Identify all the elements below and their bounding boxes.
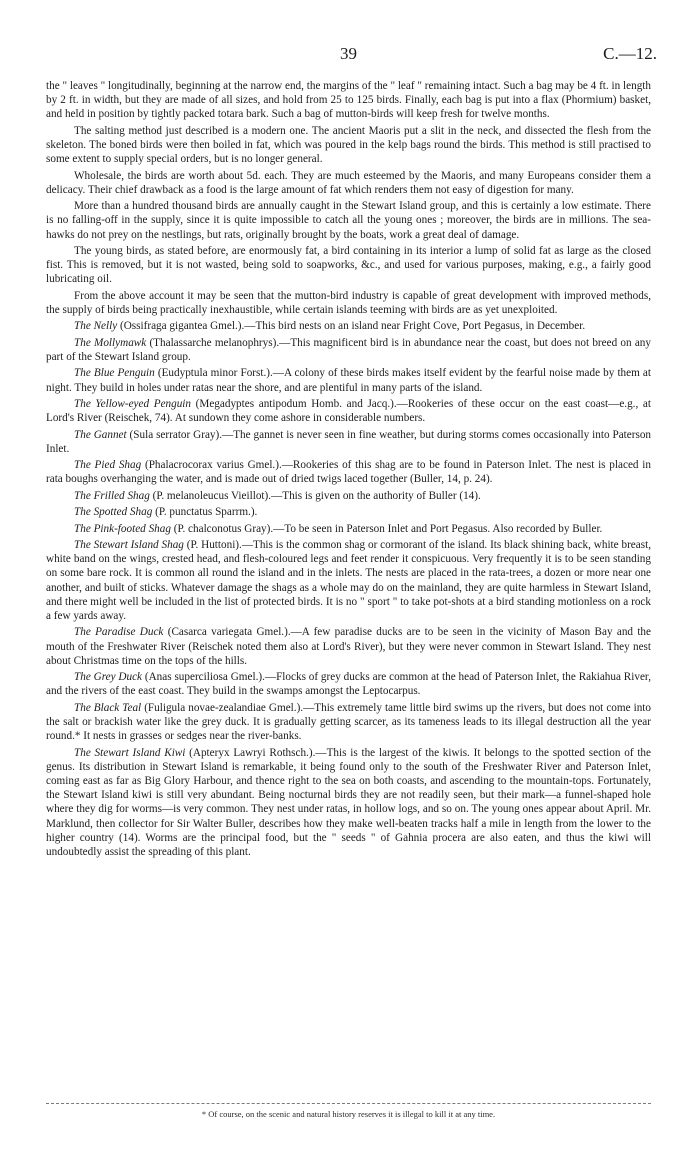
species-entry: The Mollymawk (Thalassarche melanophrys).—This magnificent bird is in abundance near the coast, but does not breed on any part of the Stewart Island group. (46, 336, 651, 363)
page-number: 39 (340, 44, 357, 63)
species-entry: The Nelly (Ossifraga gigantea Gmel.).—This bird nests on an island near Fright Cove, Port Pegasus, in December. (74, 320, 586, 333)
species-name: The Yellow-eyed Penguin (74, 397, 192, 410)
paragraph: The young birds, as stated before, are enormously fat, a bird containing in its interior a lump of solid fat as large as the closed fist. This is removed, but it is not wasted, being sold to soapworks, &c., and used for various purposes, making, e.g., a fairly good lubricating oil. (46, 244, 651, 286)
species-name: The Pied Shag (74, 459, 142, 472)
species-name: The Stewart Island Kiwi (74, 746, 186, 759)
species-entry: The Spotted Shag (P. punctatus Sparrm.). (74, 506, 258, 519)
paragraph: From the above account it may be seen that the mutton-bird industry is capable of great development with improved methods, the supply of birds being practically inexhaustible, while certain islands teeming with birds are as yet unexploited. (46, 289, 651, 316)
species-entry: The Grey Duck (Anas superciliosa Gmel.).—Flocks of grey ducks are common at the head of Paterson Inlet, the Rakiahua River, and the rivers of the east coast. They build in the swamps amongst the Leptocarpus. (46, 671, 651, 698)
species-entry: The Gannet (Sula serrator Gray).—The gannet is never seen in fine weather, but during storms comes occasionally into Paterson Inlet. (46, 428, 652, 455)
species-entry: The Frilled Shag (P. melanoleucus Vieillot).—This is given on the authority of Buller (14). (74, 489, 481, 502)
document-code: C.—12. (603, 44, 657, 63)
species-name: The Gannet (74, 428, 127, 441)
footnote-divider (46, 1103, 651, 1104)
paragraph: Wholesale, the birds are worth about 5d. each. They are much esteemed by the Maoris, and many Europeans consider them a delicacy. Their chief drawback as a food is the large amount of fat which renders them not easy of digestion for many. (46, 169, 651, 196)
species-name: The Pink-footed Shag (74, 522, 171, 535)
species-name: The Black Teal (74, 701, 142, 714)
species-name: The Frilled Shag (74, 489, 150, 502)
species-entry: The Stewart Island Shag (P. Huttoni).—This is the common shag or cormorant of the island. Its black shining back, white breast, white band on the wings, crested head, and flesh-coloured legs and feet render it conspicuous. Very frequently it is to be seen standing on some bare rock. It is common all round the island and in the inlets. The nests are placed in the rata-trees, a dozen or more near one another, and built of sticks. Whatever damage the shags as a whole may do on the mainland, they are quite harmless in Stewart Island, and there might well be included in the list of protected birds. It is no " sport " to take pot-shots at a bird standing motionless on a rock a few yards away. (46, 538, 652, 622)
species-name: The Spotted Shag (74, 506, 153, 519)
species-entry: The Pied Shag (Phalacrocorax varius Gmel.).—Rookeries of this shag are to be found in Paterson Inlet. The nest is placed in rata boughs overhanging the water, and is made out of dried twigs laced together (Buller, 14, p. 24). (46, 459, 651, 486)
paragraph: The salting method just described is a modern one. The ancient Maoris put a slit in the neck, and dissected the flesh from the skeleton. The boned birds were then boiled in fat, which was poured in the kelp bags round the birds. This method is still practised to some extent to supply special orders, but is no longer general. (46, 124, 651, 166)
species-name: The Grey Duck (74, 671, 143, 684)
species-name: The Stewart Island Shag (74, 538, 184, 551)
species-entry: The Black Teal (Fuligula novae-zealandiae Gmel.).—This extremely tame little bird swims up the rivers, but does not come into the salt or brackish water like the grey duck. It is gradually getting scarcer, as its tameness leads to its illegal destruction all the year round.* It nests in grasses or sedges near the river-banks. (46, 701, 651, 743)
species-entry: The Stewart Island Kiwi (Apteryx Lawryi Rothsch.).—This is the largest of the kiwis. It belongs to the spotted section of the genus. Its distribution in Stewart Island is remarkable, it being found only to the south of the Freshwater River and Paterson Inlet, coming east as far as Big Glory Harbour, and thence right to the sea on both coasts, and ascending to the mountain-tops. Fortunately, the Stewart Island kiwi is still very abundant. Being nocturnal birds they are not readily seen, but their mark—a funnel-shaped hole where they dig for worms—is very common. They nest under ratas, in hollow logs, and so on. The young ones appear about April. Mr. Marklund, then collector for Sir Walter Buller, describes how they make well-beaten tracks half a mile in length from the lower to the higher country (14). Worms are the principal food, but the " seeds " of Gahnia procera are also eaten, and thus the kiwi will undoubtedly assist the spreading of this plant. (46, 746, 651, 858)
body-text (46, 79, 651, 861)
species-entry: The Paradise Duck (Casarca variegata Gmel.).—A few paradise ducks are to be seen in the vicinity of Mason Bay and the mouth of the Freshwater River (Reischek noted them also at Lord's River), but they were never common in Stewart Island. They nest about Christmas time on the tops of the hills. (46, 626, 651, 667)
species-entry: The Blue Penguin (Eudyptula minor Forst.).—A colony of these birds makes itself evident by the fearful noise made by them at night. They build in holes under ratas near the shore, and are plentiful in many parts of the island. (46, 367, 651, 394)
species-name: The Nelly (74, 320, 118, 333)
paragraph: the " leaves " longitudinally, beginning at the narrow end, the margins of the " leaf " remaining intact. Such a bag may be 4 ft. in length by 2 ft. in width, but they are made of all sizes, and hold from 25 to 125 birds. Finally, each bag is put into a flax (Phormium) basket, and held in position by tightly packed totara bark. Such a bag of mutton-birds will keep fresh for twelve months. (46, 80, 651, 121)
species-entry: The Pink-footed Shag (P. chalconotus Gray).—To be seen in Paterson Inlet and Port Pegasus. Also recorded by Buller. (74, 522, 603, 535)
paragraph: More than a hundred thousand birds are annually caught in the Stewart Island group, and this is certainly a low estimate. There is no falling-off in the supply, since it is quite impossible to catch all the young ones ; moreover, the birds are in millions. The sea-hawks do not prey on the nestlings, but rats, originally brought by the boats, work a great deal of damage. (46, 200, 651, 241)
species-name: The Mollymawk (74, 336, 147, 349)
species-name: The Blue Penguin (74, 367, 155, 380)
species-name: The Paradise Duck (74, 626, 164, 639)
footnote: * Of course, on the scenic and natural history reserves it is illegal to kill it at any time. (201, 1109, 496, 1119)
species-entry: The Yellow-eyed Penguin (Megadyptes antipodum Homb. and Jacq.).—Rookeries of these occur on the east coast—e.g., at Lord's River (Reischek, 74). At sundown they come ashore in considerable numbers. (46, 397, 651, 425)
